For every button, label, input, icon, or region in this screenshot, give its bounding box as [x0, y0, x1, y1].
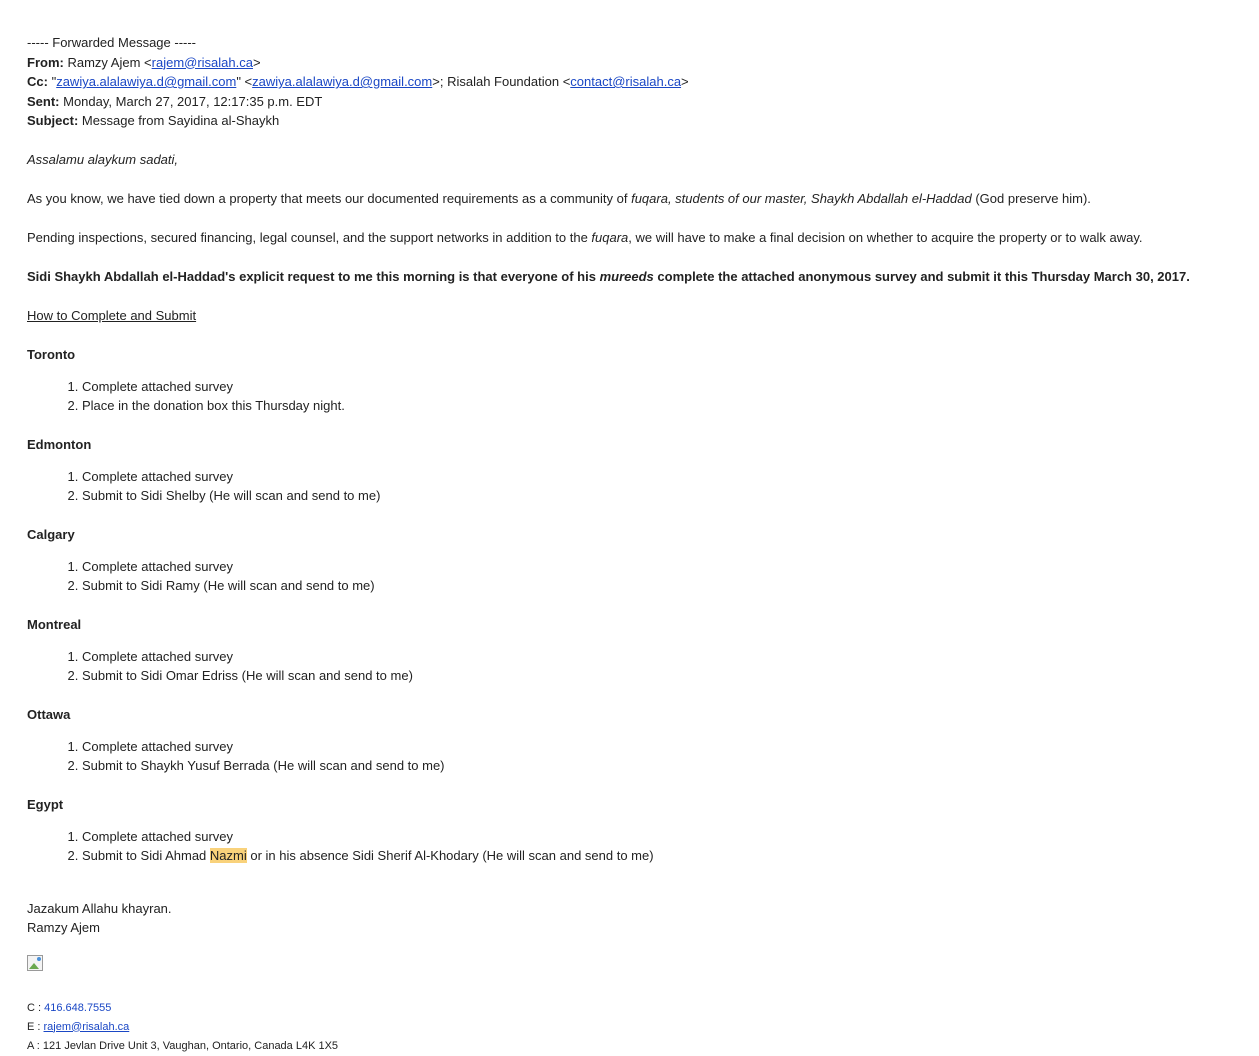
paragraph-request-a: Sidi Shaykh Abdallah el-Haddad's explicit request to me this morning is that everyone of his [27, 269, 600, 284]
contact-block [27, 999, 1232, 1056]
contact-phone-label: C : [27, 1001, 45, 1014]
cc-email-link-2[interactable]: zawiya.alalawiya.d@gmail.com [252, 74, 433, 89]
sent-row [27, 92, 1232, 112]
paragraph-pending [27, 228, 1232, 248]
steps-list-edmonton [27, 467, 1232, 506]
subject-value: Message from Sayidina al-Shaykh [81, 113, 280, 128]
greeting-text: Assalamu alaykum sadati, [27, 152, 179, 167]
list-item: 1. Complete attached survey [82, 377, 1232, 397]
spacer [27, 287, 1232, 307]
from-email-link[interactable]: rajem@risalah.ca [151, 54, 253, 70]
spacer [27, 209, 1232, 229]
paragraph-request-b: complete the attached anonymous survey and submit it this Thursday March 30, 2017. [653, 269, 1190, 284]
cc-separator-1: " < [236, 74, 253, 89]
paragraph-pending-b: , we will have to make a final decision on whether to acquire the property or to walk away. [628, 230, 1143, 245]
contact-email-label: E : [27, 1020, 44, 1033]
from-row [27, 53, 1232, 73]
paragraph-request [27, 267, 1232, 287]
subject-row [27, 111, 1232, 131]
contact-address-row [27, 1037, 1232, 1056]
cc-label: Cc: [27, 74, 48, 89]
list-item: 2. Submit to Sidi Omar Edriss (He will scan and send to me) [82, 666, 1232, 686]
steps-list-toronto [27, 377, 1232, 416]
list-item: 1. Complete attached survey [82, 467, 1232, 487]
egypt-step2-b: or in his absence Sidi Sherif Al-Khodary (He will scan and send to me) [246, 848, 654, 863]
city-heading-edmonton: Edmonton [27, 437, 92, 452]
paragraph-pending-a: Pending inspections, secured financing, legal counsel, and the support networks in addition to the [27, 230, 592, 245]
sent-value: Monday, March 27, 2017, 12:17:35 p.m. EDT [63, 93, 323, 109]
forwarded-marker: ----- Forwarded Message ----- [27, 35, 197, 50]
list-item: 2. Submit to Shaykh Yusuf Berrada (He will scan and send to me) [82, 756, 1232, 776]
from-close: > [252, 54, 261, 70]
steps-list-egypt [27, 827, 1232, 866]
paragraph-property-b: (God preserve him). [971, 191, 1091, 206]
city-heading-egypt: Egypt [27, 797, 64, 812]
contact-address-value: 121 Jevlan Drive Unit 3, Vaughan, Ontario, Canada L4K 1X5 [42, 1039, 339, 1052]
from-label: From: [27, 54, 64, 70]
paragraph-property [27, 189, 1232, 209]
spacer [27, 248, 1232, 268]
list-item: 1. Complete attached survey [82, 557, 1232, 577]
list-item: 2. Place in the donation box this Thursday night. [82, 396, 1232, 416]
list-item: 2. Submit to Sidi Ramy (He will scan and send to me) [82, 576, 1232, 596]
cc-email-link-3[interactable]: contact@risalah.ca [570, 74, 682, 89]
steps-list-calgary [27, 557, 1232, 596]
contact-email-row [27, 1018, 1232, 1037]
from-name: Ramzy Ajem < [67, 54, 152, 70]
city-heading-toronto: Toronto [27, 347, 76, 362]
contact-address-label: A : [27, 1039, 43, 1052]
how-to-title: How to Complete and Submit [27, 308, 197, 323]
contact-email-link[interactable]: rajem@risalah.ca [43, 1020, 130, 1033]
list-item: 2. Submit to Sidi Shelby (He will scan and send to me) [82, 486, 1232, 506]
paragraph-property-a: As you know, we have tied down a property that meets our documented requirements as a community of [27, 191, 632, 206]
contact-phone-link[interactable]: 416.648.7555 [44, 1001, 112, 1014]
subject-label: Subject: [27, 113, 79, 128]
list-item: 1. Complete attached survey [82, 737, 1232, 757]
broken-image-icon [27, 955, 43, 971]
paragraph-property-em: fuqara, students of our master, Shaykh Abdallah el-Haddad [631, 191, 972, 206]
cc-quote-open: " [51, 74, 57, 89]
steps-list-montreal [27, 647, 1232, 686]
signature-closing: Jazakum Allahu khayran. [27, 900, 172, 916]
paragraph-request-em: mureeds [599, 269, 654, 284]
greeting [27, 150, 1232, 170]
contact-phone-row [27, 999, 1232, 1018]
egypt-step2-a: Submit to Sidi Ahmad [82, 848, 210, 863]
signature-name: Ramzy Ajem [27, 920, 100, 935]
cc-close: > [681, 74, 689, 89]
list-item: 1. Complete attached survey [82, 647, 1232, 667]
cc-row [27, 72, 1232, 92]
steps-list-ottawa [27, 737, 1232, 776]
spacer [27, 170, 1232, 190]
cc-separator-2: >; Risalah Foundation < [432, 74, 571, 89]
list-item [82, 846, 1232, 866]
city-heading-ottawa: Ottawa [27, 707, 71, 722]
cc-email-link-1[interactable]: zawiya.alalawiya.d@gmail.com [56, 74, 237, 89]
search-highlight: Nazmi [209, 848, 247, 863]
list-item: 1. Complete attached survey [82, 827, 1232, 847]
spacer [27, 131, 1232, 151]
sent-label: Sent: [27, 93, 60, 109]
signature-block [27, 899, 1232, 938]
paragraph-pending-em: fuqara [591, 230, 629, 245]
city-heading-calgary: Calgary [27, 527, 75, 542]
city-heading-montreal: Montreal [27, 617, 82, 632]
